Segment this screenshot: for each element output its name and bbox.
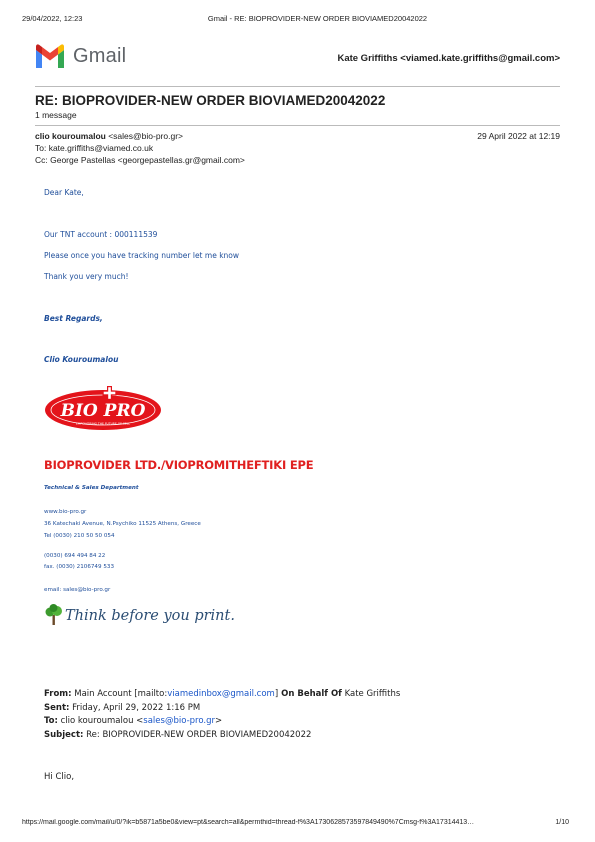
subject-divider — [35, 125, 560, 126]
message-sender — [35, 131, 183, 141]
print-url: https://mail.google.com/mail/u/0/?ik=b5871a5be0&view=pt&search=all&permthid=thread-f%3A1730628573597849490%7Cmsg-f%3A17314413… — [22, 819, 475, 826]
body-greeting: Dear Kate, — [44, 188, 84, 197]
body-regards: Best Regards, — [44, 314, 103, 323]
quoted-subject — [44, 730, 311, 740]
quoted-from-label: From: — [44, 689, 72, 699]
quoted-to-email-link[interactable]: sales@bio-pro.gr — [143, 716, 215, 726]
tree-icon — [44, 604, 64, 626]
account-identity: Kate Griffiths <viamed.kate.griffiths@gmail.com> — [337, 53, 560, 64]
thread-subject: RE: BIOPROVIDER-NEW ORDER BIOVIAMED20042022 — [35, 93, 386, 108]
think-before-print: Think before you print. — [65, 608, 235, 624]
quoted-behalf-label: On Behalf Of — [278, 689, 342, 699]
company-name: BIOPROVIDER LTD./VIOPROMITHEFTIKI EPE — [44, 458, 314, 472]
quoted-to — [44, 716, 222, 726]
message-to: To: kate.griffiths@viamed.co.uk — [35, 143, 154, 153]
bio-pro-logo-subtext: EMPOWERING THE FUTURE OF CELL — [75, 421, 131, 426]
quoted-subject-text: Re: BIOPROVIDER-NEW ORDER BIOVIAMED20042022 — [83, 730, 312, 740]
quoted-from-text: Main Account [mailto: — [71, 689, 168, 699]
message-count: 1 message — [35, 110, 77, 120]
signature-email — [44, 587, 110, 593]
quoted-subject-label: Subject: — [44, 730, 84, 740]
sender-email: <sales@bio-pro.gr> — [108, 131, 183, 141]
bio-pro-logo-text: BIO PRO — [60, 401, 146, 421]
print-datetime: 29/04/2022, 12:23 — [22, 14, 83, 23]
quoted-to-text: clio kouroumalou < — [57, 716, 144, 726]
quoted-from-email-link[interactable]: viamedinbox@gmail.com — [167, 689, 275, 699]
print-page-number: 1/10 — [555, 819, 569, 826]
body-sender-name: Clio Kouroumalou — [44, 355, 119, 364]
quoted-greeting: Hi Clio, — [44, 772, 75, 782]
quoted-to-close: > — [214, 716, 223, 726]
gmail-m-icon — [34, 44, 66, 68]
message-date: 29 April 2022 at 12:19 — [477, 131, 560, 141]
quoted-sent — [44, 703, 200, 713]
print-page-title: Gmail - RE: BIOPROVIDER-NEW ORDER BIOVIAMED20042022 — [207, 14, 428, 23]
quoted-to-label: To: — [44, 716, 58, 726]
tnt-label: Our TNT account : — [44, 230, 115, 239]
email-link[interactable]: sales@bio-pro.gr — [63, 587, 111, 593]
gmail-wordmark: Gmail — [73, 45, 127, 67]
bio-pro-logo — [44, 386, 162, 432]
sender-name: clio kouroumalou — [35, 131, 106, 141]
body-line-tracking: Please once you have tracking number let me know — [44, 251, 240, 260]
quoted-sent-text: Friday, April 29, 2022 1:16 PM — [69, 703, 201, 713]
quoted-behalf-text: Kate Griffiths — [341, 689, 401, 699]
address: 36 Katechaki Avenue, N.Psychiko 11525 Athens, Greece — [44, 521, 201, 527]
quoted-sent-label: Sent: — [44, 703, 70, 713]
fax: fax. (0030) 2106749 533 — [44, 564, 115, 570]
quoted-from-close: ] — [274, 689, 279, 699]
body-line-thanks: Thank you very much! — [44, 272, 129, 281]
header-divider — [35, 86, 560, 87]
mobile: (0030) 694 494 84 22 — [44, 553, 106, 559]
quoted-from — [44, 689, 400, 699]
email-label: email: — [44, 587, 64, 593]
body-tnt-line — [44, 230, 157, 239]
tnt-number: 000111539 — [114, 230, 158, 239]
message-cc: Cc: George Pastellas <georgepastellas.gr@gmail.com> — [35, 155, 245, 165]
website-link[interactable]: www.bio-pro.gr — [44, 509, 87, 515]
department: Technical & Sales Department — [44, 485, 139, 491]
telephone: Tel (0030) 210 50 50 054 — [44, 533, 115, 539]
